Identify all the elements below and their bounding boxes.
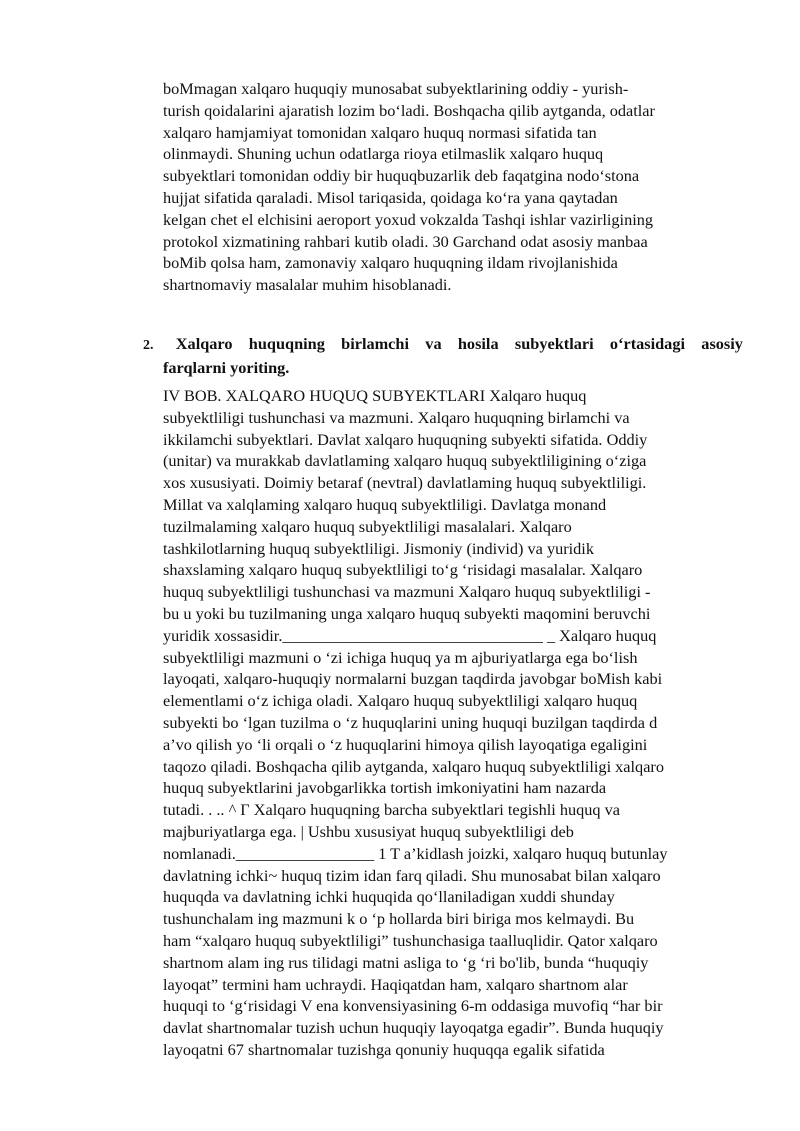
question-heading: [143, 333, 743, 379]
text-line: tutadi. . .. ^ Г Xalqaro huquqning barcha subyektlari tegishli huquq va: [163, 800, 621, 820]
text-line: subyekti bo ‘lgan tuzilma o ‘z huquqlarini uning huquqi buzilgan taqdirda d: [163, 712, 658, 732]
text-line: nomlanadi._________________ 1 T a’kidlash joizki, xalqaro huquq butunlay: [163, 843, 668, 863]
text-line: huquq subyektlarini javobgarlikka tortish imkoniyatini ham nazarda: [163, 778, 607, 798]
text-line: huquqda va davlatning ichki huquqida qo‘llaniladigan xuddi shunday: [163, 887, 615, 907]
text-line: davlat shartnomalar tuzish uchun huquqiy layoqatga egadir”. Bunda huquqiy: [163, 1018, 664, 1038]
paragraph-1: [163, 78, 753, 296]
text-line: layoqatni 67 shartnomalar tuzishga qonuniy huquqqa egalik sifatida: [163, 1039, 605, 1059]
text-line: a’vo qilish yo ‘li orqali o ‘z huquqlarini himoya qilish layoqatiga egaligini: [163, 734, 648, 754]
text-line: subyektliligi tushunchasi va mazmuni. Xalqaro huquqning birlamchi va: [163, 407, 630, 427]
text-line: shartnomaviy masalalar muhim hisoblanadi.: [163, 275, 452, 295]
heading-word: o‘rtasidagi: [609, 334, 685, 353]
text-line: majburiyatlarga ega. | Ushbu xususiyat huquq subyektliligi deb: [163, 821, 574, 841]
text-line: layoqat” termini ham uchraydi. Haqiqatdan ham, xalqaro shartnom alar: [163, 974, 628, 994]
heading-word: huquqning: [248, 334, 325, 353]
heading-number: 2.: [143, 338, 154, 353]
text-line: Millat va xalqlaming xalqaro huquq subyektliligi. Davlatga monand: [163, 494, 607, 514]
heading-word: Xalqaro: [175, 334, 233, 353]
heading-word: asosiy: [701, 334, 743, 353]
text-line: yuridik xossasidir.________________________________ _ Xalqaro huquq: [163, 625, 657, 645]
text-line: davlatning ichki~ huquq tizim idan farq qiladi. Shu munosabat bilan xalqaro: [163, 865, 661, 885]
text-line: tushunchalam ing mazmuni k o ‘p hollarda biri biriga mos kelmaydi. Bu: [163, 909, 635, 929]
text-line: taqozo qiladi. Boshqacha qilib aytganda, xalqaro huquq subyektliligi xalqaro: [163, 756, 664, 776]
text-line: boMib qolsa ham, zamonaviy xalqaro huquqning ildam rivojlanishida: [163, 253, 618, 273]
text-line: xalqaro hamjamiyat tomonidan xalqaro huquq normasi sifatida tan: [163, 122, 597, 142]
text-line: protokol xizmatining rahbari kutib oladi. 30 Garchand odat asosiy manbaa: [163, 231, 648, 251]
heading-line-2: farqlarni yoriting.: [163, 358, 290, 377]
text-line: boMmagan xalqaro huquqiy munosabat subyektlarining oddiy - yurish-: [163, 79, 629, 98]
text-line: huquqi to ‘g‘risidagi V ena konvensiyasining 6-m oddasiga muvofiq “har bir: [163, 996, 663, 1016]
text-line: elementlami o‘z ichiga oladi. Xalqaro huquq subyektliligi xalqaro huquq: [163, 691, 638, 711]
heading-word: hosila: [457, 334, 499, 353]
paragraph-2: [163, 385, 753, 1061]
text-line: subyektlari tomonidan oddiy bir huquqbuzarlik deb faqatgina nodo‘stona: [163, 166, 640, 186]
text-line: kelgan chet el elchisini aeroport yoxud vokzalda Tashqi ishlar vazirligining: [163, 209, 654, 229]
heading-word: subyektlari: [514, 334, 594, 353]
text-line: ikkilamchi subyektlari. Davlat xalqaro huquqning subyekti sifatida. Oddiy: [163, 429, 648, 449]
text-line: huquq subyektliligi tushunchasi va mazmuni Xalqaro huquq subyektliligi -: [163, 582, 651, 602]
text-line: shartnom alam ing rus tilidagi matni asliga to ‘g ‘ri bo'lib, bunda “huquqiy: [163, 952, 649, 972]
text-line: ham “xalqaro huquq subyektliligi” tushunchasiga taalluqlidir. Qator xalqaro: [163, 930, 658, 950]
text-line: (unitar) va murakkab davlatlaming xalqaro huquq subyektliligining o‘ziga: [163, 451, 647, 471]
text-line: tuzilmalaming xalqaro huquq subyektliligi masalalari. Xalqaro: [163, 516, 572, 536]
text-line: bu u yoki bu tuzilmaning unga xalqaro huquq subyekti maqomini beruvchi: [163, 603, 651, 623]
text-line: olinmaydi. Shuning uchun odatlarga rioya etilmaslik xalqaro huquq: [163, 144, 604, 164]
text-line: xos xususiyati. Doimiy betaraf (nevtral) davlatlaming huquq subyektliligi.: [163, 473, 647, 493]
text-line: turish qoidalarini ajaratish lozim bo‘ladi. Boshqacha qilib aytganda, odatlar: [163, 100, 655, 120]
text-line: layoqati, xalqaro-huquqiy normalarni buzgan taqdirda javobgar boMish kabi: [163, 669, 663, 689]
text-line: hujjat sifatida qaraladi. Misol tariqasida, qoidaga ko‘ra yana qaytadan: [163, 187, 618, 207]
heading-word: birlamchi: [341, 334, 409, 353]
text-line: shaxslaming xalqaro huquq subyektliligi to‘g ‘risidagi masalalar. Xalqaro: [163, 560, 643, 580]
heading-line-1: [143, 333, 743, 357]
text-line: IV BOB. XALQARO HUQUQ SUBYEKTLARI Xalqaro huquq: [163, 386, 587, 405]
text-line: subyektliligi mazmuni o ‘zi ichiga huquq ya m ajburiyatlarga ega bo‘lish: [163, 647, 638, 667]
text-line: tashkilotlarning huquq subyektliligi. Jismoniy (individ) va yuridik: [163, 538, 594, 558]
heading-word: va: [425, 334, 442, 353]
